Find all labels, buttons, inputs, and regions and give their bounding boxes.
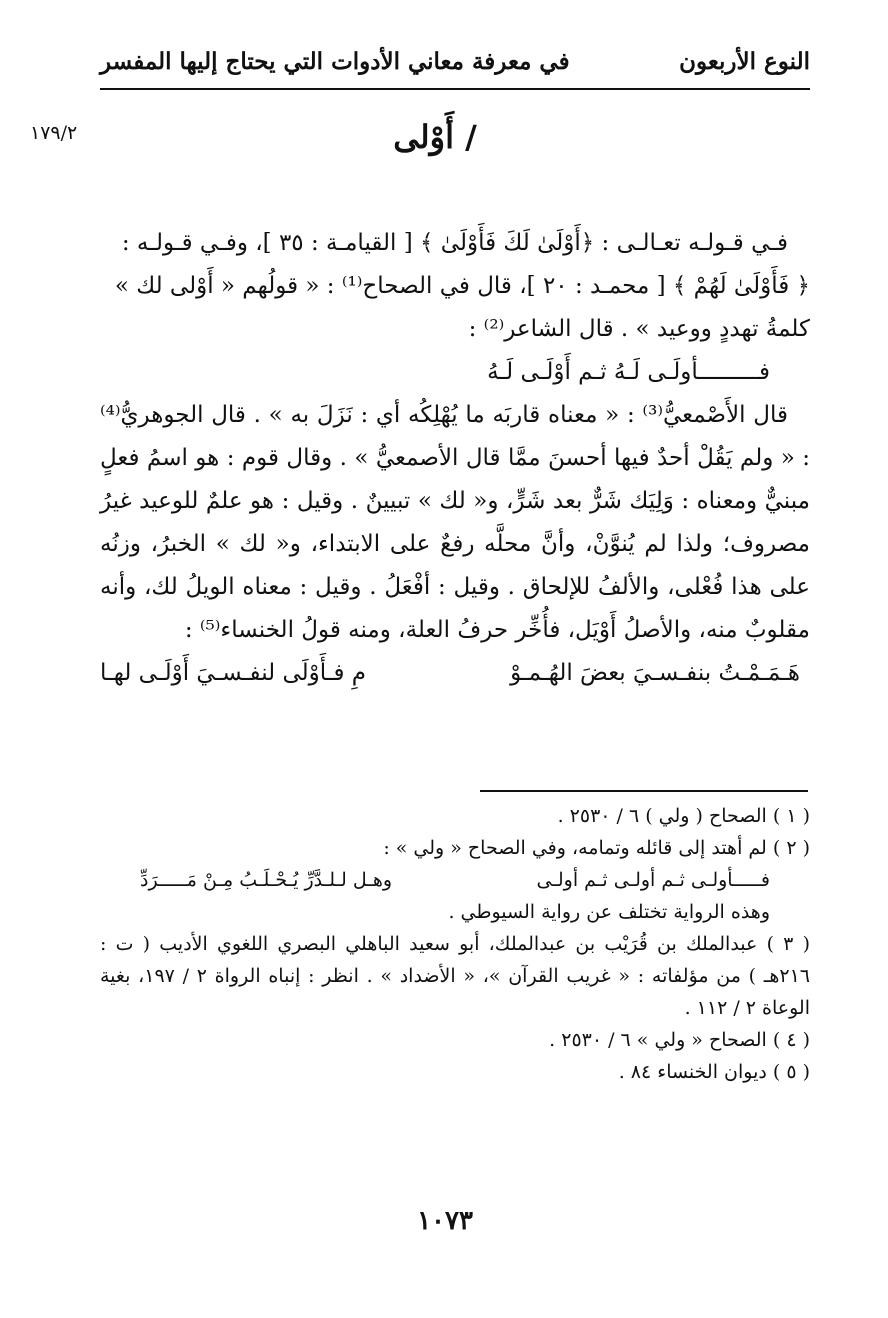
side-reference: ١٧٩/٢ bbox=[30, 122, 78, 144]
footnote: ( ٣ ) عبدالملك بن قُرَيْب بن عبدالملك، أبو سعيد الباهلي البصري اللغوي الأديب ( ت : ٢١٦هـ ) من مؤلفاته : « غريب القرآن »، « الأضداد » . انظر : إنباه الرواة ٢ / ١٩٧، بغية الوعاة ٢ / ١١٢ . bbox=[100, 933, 810, 1019]
footnote-note: وهذه الرواية تختلف عن رواية السيوطي . bbox=[448, 901, 770, 923]
footnote: ( ٥ ) ديوان الخنساء ٨٤ . bbox=[618, 1061, 810, 1083]
footnote-verse bbox=[100, 864, 810, 896]
poem-verse bbox=[100, 652, 810, 695]
footnote: ( ٤ ) الصحاح « ولي » ٦ / ٢٥٣٠ . bbox=[549, 1029, 810, 1051]
footnote-verse-first: فـــــأولـى ثـم أولـى ثـم أولـى bbox=[536, 869, 770, 891]
body-line: كلمةُ تهددٍ ووعيد » . قال الشاعر⁽²⁾ : bbox=[468, 316, 810, 342]
header-book-title: في معرفة معاني الأدوات التي يحتاج إليها المفسر bbox=[100, 48, 570, 75]
footnote: ( ١ ) الصحاح ( ولي ) ٦ / ٢٥٣٠ . bbox=[557, 805, 810, 827]
verse-hemistich: فـــــــــأولَـى لَـهُ ثـم أَوْلَـى لَـهُ bbox=[487, 359, 770, 385]
verse-second-hemistich: مِ فـأَوْلَى لنفـسـيَ أَوْلَـى لهـا bbox=[100, 660, 367, 686]
page-number: ١٠٧٣ bbox=[417, 1206, 473, 1236]
footnote-verse-second: وهـل لـلـدَّرِّ يُـحْـلَـبُ مِـنْ مَـــــرَدِّ bbox=[140, 869, 393, 891]
body-paragraph: قال الأَصْمعيُّ⁽³⁾ : « معناه قاربَه ما يُهْلِكُه أي : نَزَلَ به » . قال الجوهريُّ⁽⁴⁾ : « ولم يَقُلْ أحدٌ فيها أحسنَ ممَّا قال الأصمعيُّ » . وقال قوم : هو اسمُ فعلٍ مبنيٌّ ومعناه : وَلِيَك شَرٌّ بعد شَرٍّ، و« لك » تبيينٌ . وقيل : هو علمٌ للوعيد غيرُ مصروف؛ ولذا لم يُنوَّنْ، وأنَّ محلَّه رفعٌ على الابتداء، و« لك » الخبرُ، وزنُه على هذا فُعْلى، والألفُ للإلحاق . وقيل : أفْعَلُ . وقيل : معناه الويلُ لك، وأنه مقلوبٌ منه، والأصلُ أَوْيَل، فأُخِّر حرفُ العلة، ومنه قولُ الخنساء⁽⁵⁾ : bbox=[100, 402, 810, 643]
footnotes bbox=[100, 800, 810, 1088]
body-line: فـي قـولـه تعـالـى : ﴿أَوْلَىٰ لَكَ فَأَوْلَىٰ ﴾ [ القيامـة : ٣٥ ]، وفـي قـولـه : bbox=[121, 230, 788, 256]
main-text bbox=[100, 222, 810, 695]
footnote: ( ٢ ) لم أهتد إلى قائله وتمامه، وفي الصحاح « ولي » : bbox=[383, 837, 810, 859]
section-title: / أَوْلى bbox=[393, 118, 477, 156]
poem-verse bbox=[100, 351, 810, 394]
running-header bbox=[100, 48, 810, 90]
verse-first-hemistich: هَـمَـمْـتُ بنفـسـيَ بعضَ الهُـمـوْ bbox=[510, 660, 800, 686]
body-line: ﴿ فَأَوْلَىٰ لَهُمْ ﴾ [ محمـد : ٢٠ ]، قال في الصحاح⁽¹⁾ : « قولُهم « أَوْلى لك » bbox=[114, 273, 810, 299]
header-chapter-label: النوع الأربعون bbox=[679, 48, 810, 75]
footnote-separator bbox=[480, 790, 808, 792]
